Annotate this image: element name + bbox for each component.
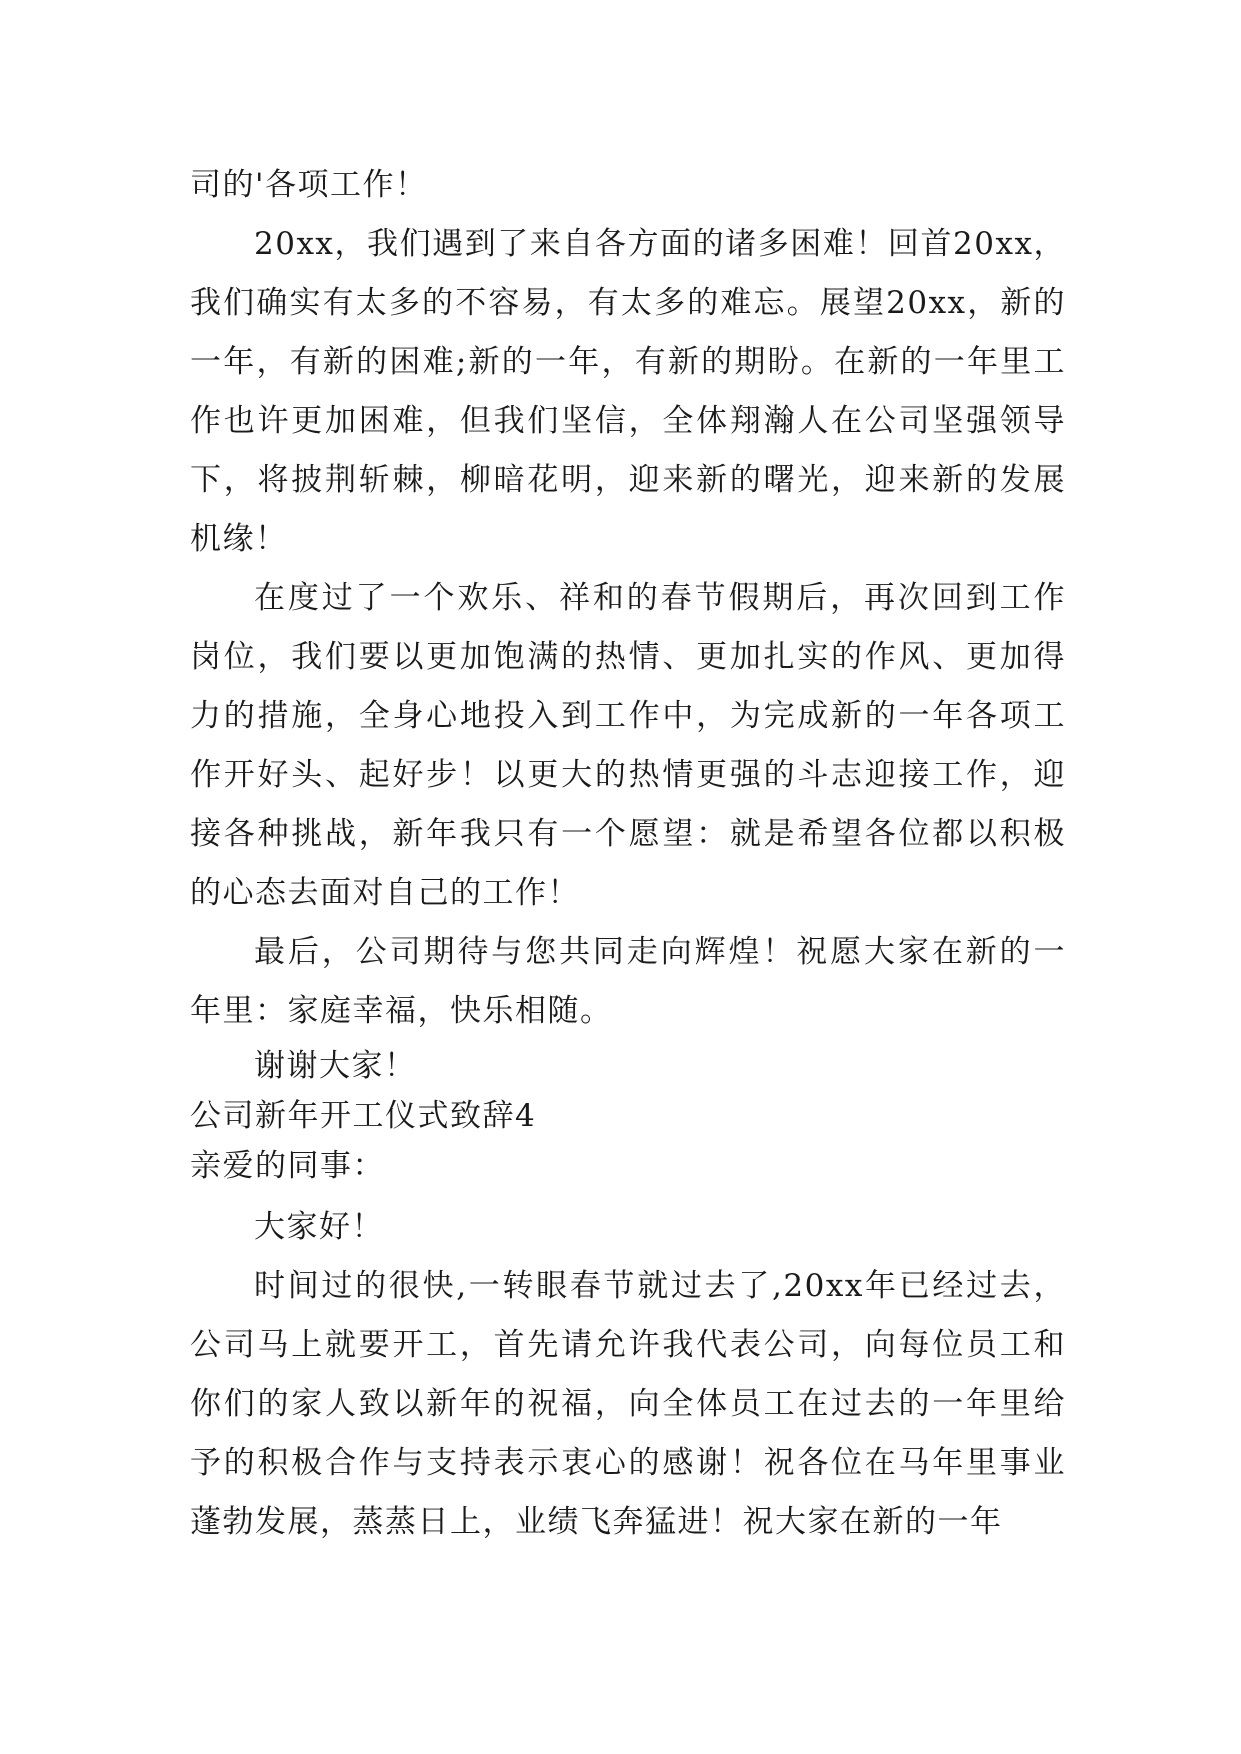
section-heading: 公司新年开工仪式致辞4 [190,1098,537,1134]
document-body [190,156,1066,1552]
salutation: 亲爱的同事： [190,1148,385,1184]
paragraph-return-to-work: 在度过了一个欢乐、祥和的春节假期后，再次回到工作岗位，我们要以更加饱满的热情、更加扎实的作风、更加得力的措施，全身心地投入到工作中，为完成新的一年各项工作开好头、起好步！以更大的热情更强的斗志迎接工作，迎接各种挑战，新年我只有一个愿望：就是希望各位都以积极的心态去面对自己的工作！ [190,580,1066,911]
paragraph-closing-wishes: 最后，公司期待与您共同走向辉煌！祝愿大家在新的一年里：家庭幸福，快乐相随。 [190,934,1066,1029]
paragraph-continuation: 司的'各项工作！ [190,167,428,203]
paragraph-thanks: 谢谢大家！ [254,1048,417,1084]
paragraph-new-year-opening: 时间过的很快,一转眼春节就过去了,20xx年已经过去，公司马上就要开工，首先请允许我代表公司，向每位员工和你们的家人致以新年的祝福，向全体员工在过去的一年里给予的积极合作与支持表示衷心的感谢！祝各位在马年里事业蓬勃发展，蒸蒸日上，业绩飞奔猛进！祝大家在新的一年 [190,1268,1066,1540]
paragraph-look-back: 20xx，我们遇到了来自各方面的诸多困难！回首20xx，我们确实有太多的不容易，有太多的难忘。展望20xx，新的一年，有新的困难;新的一年，有新的期盼。在新的一年里工作也许更加困难，但我们坚信，全体翔瀚人在公司坚强领导下，将披荆斩棘，柳暗花明，迎来新的曙光，迎来新的发展机缘！ [190,226,1066,557]
greeting: 大家好！ [254,1209,384,1245]
